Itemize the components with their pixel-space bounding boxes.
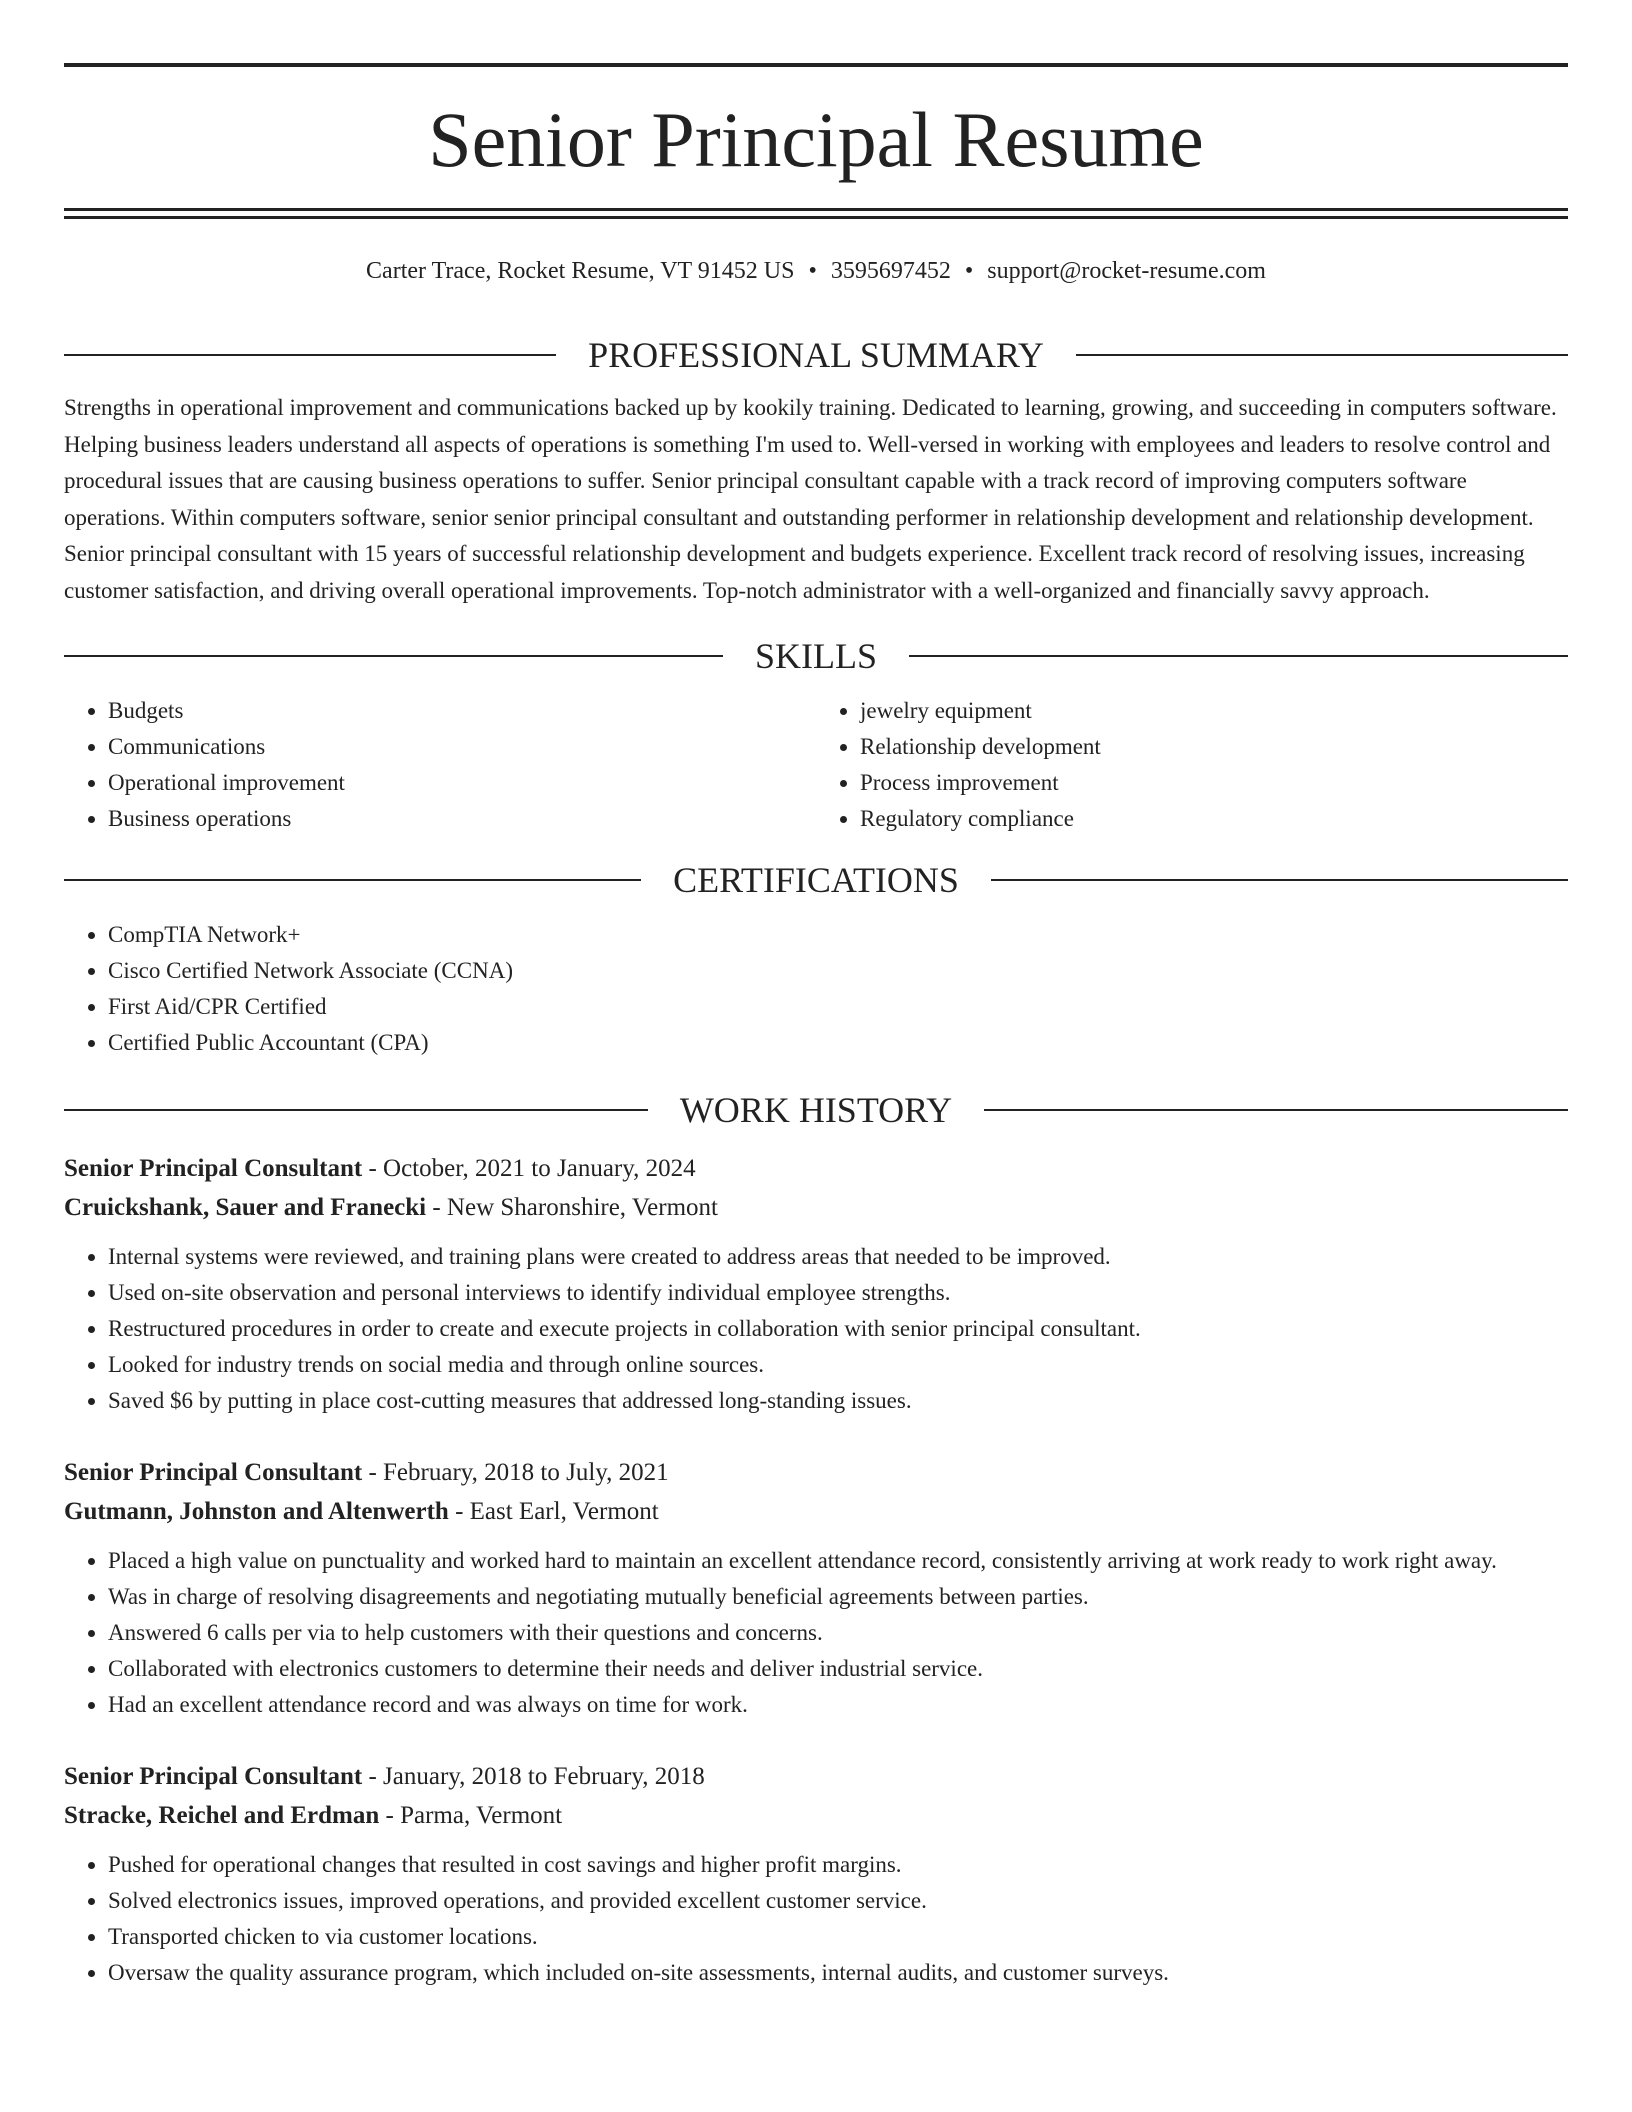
job-company: Stracke, Reichel and Erdman xyxy=(64,1802,380,1829)
job-bullet: • Used on-site observation and personal interviews to identify individual employee strengths. xyxy=(108,1275,1568,1311)
job-title: Senior Principal Consultant xyxy=(64,1155,363,1182)
job-bullets xyxy=(64,1847,1568,1991)
job-title: Senior Principal Consultant xyxy=(64,1763,363,1790)
section-heading-label: SKILLS xyxy=(755,636,878,676)
job-company: Cruickshank, Sauer and Franecki xyxy=(64,1194,427,1221)
heading-rule-left xyxy=(64,354,556,356)
section-heading-work-history xyxy=(64,1085,1568,1135)
heading-rule-right xyxy=(1076,354,1568,356)
job-location: - Parma, Vermont xyxy=(379,1802,563,1829)
skills-column-left xyxy=(64,693,816,837)
job-bullet: • Pushed for operational changes that resulted in cost savings and higher profit margins. xyxy=(108,1847,1568,1883)
heading-rule-right xyxy=(991,879,1568,881)
job-title-line xyxy=(64,1453,1568,1492)
certification-item: • Certified Public Accountant (CPA) xyxy=(108,1025,1568,1061)
job-bullet: • Oversaw the quality assurance program, which included on-site assessments, internal audits, and customer surveys. xyxy=(108,1955,1568,1991)
skill-item: • Operational improvement xyxy=(108,765,816,801)
section-heading-skills xyxy=(64,631,1568,681)
title-rule-upper xyxy=(64,208,1568,211)
section-heading-certifications xyxy=(64,855,1568,905)
skill-item: • jewelry equipment xyxy=(860,693,1568,729)
job-dates: - February, 2018 to July, 2021 xyxy=(362,1459,669,1486)
job-company-line xyxy=(64,1796,1568,1835)
contact-line xyxy=(64,254,1568,288)
job-title-line xyxy=(64,1149,1568,1188)
job-bullet: • Collaborated with electronics customers to determine their needs and deliver industrial service. xyxy=(108,1651,1568,1687)
skills-column-right xyxy=(816,693,1568,837)
page-title: Senior Principal Resume xyxy=(428,96,1204,183)
certification-item: • Cisco Certified Network Associate (CCNA) xyxy=(108,953,1568,989)
job-entry xyxy=(64,1149,1568,1419)
job-entry xyxy=(64,1453,1568,1723)
skill-item: • Relationship development xyxy=(860,729,1568,765)
job-company-line xyxy=(64,1492,1568,1531)
job-bullet: • Was in charge of resolving disagreements and negotiating mutually beneficial agreements between parties. xyxy=(108,1579,1568,1615)
job-bullets xyxy=(64,1543,1568,1723)
section-heading-label: WORK HISTORY xyxy=(679,1090,953,1130)
skill-item: • Budgets xyxy=(108,693,816,729)
section-heading-label: PROFESSIONAL SUMMARY xyxy=(588,335,1044,375)
job-bullet: • Solved electronics issues, improved operations, and provided excellent customer service. xyxy=(108,1883,1568,1919)
job-bullet: • Transported chicken to via customer locations. xyxy=(108,1919,1568,1955)
section-heading-summary xyxy=(64,330,1568,380)
certification-item: • CompTIA Network+ xyxy=(108,917,1568,953)
job-bullet: • Had an excellent attendance record and was always on time for work. xyxy=(108,1687,1568,1723)
job-bullet: • Saved $6 by putting in place cost-cutting measures that addressed long-standing issues. xyxy=(108,1383,1568,1419)
title-rule-lower xyxy=(64,216,1568,219)
job-bullets xyxy=(64,1239,1568,1419)
heading-rule-right xyxy=(984,1109,1568,1111)
skill-item: • Regulatory compliance xyxy=(860,801,1568,837)
skill-item: • Communications xyxy=(108,729,816,765)
job-location: - New Sharonshire, Vermont xyxy=(426,1194,718,1221)
job-bullet: • Answered 6 calls per via to help customers with their questions and concerns. xyxy=(108,1615,1568,1651)
heading-rule-left xyxy=(64,655,723,657)
job-dates: - October, 2021 to January, 2024 xyxy=(362,1155,696,1182)
contact-email: support@rocket-resume.com xyxy=(987,258,1266,284)
job-bullet: • Restructured procedures in order to create and execute projects in collaboration with senior principal consultant. xyxy=(108,1311,1568,1347)
job-title-line xyxy=(64,1757,1568,1796)
contact-phone: 3595697452 xyxy=(830,258,951,284)
skills-list xyxy=(64,693,1568,837)
job-bullet: • Internal systems were reviewed, and training plans were created to address areas that needed to be improved. xyxy=(108,1239,1568,1275)
certifications-list xyxy=(64,917,1568,1061)
summary-text: Strengths in operational improvement and communications backed up by kookily training. Dedicated to learning, growing, and succeeding in computers software. Helping business leaders understand all aspects of operations is something I'm used to. Well-versed in working with employees and leaders to resolve control and procedural issues that are causing business operations to suffer. Senior principal consultant capable with a track record of improving computers software operations. Within computers software, senior senior principal consultant and outstanding performer in relationship development and relationship development. Senior principal consultant with 15 years of successful relationship development and budgets experience. Excellent track record of resolving issues, increasing customer satisfaction, and driving overall operational improvements. Top-notch administrator with a well-organized and financially savvy approach. xyxy=(64,395,1557,603)
heading-rule-left xyxy=(64,879,641,881)
section-heading-label: CERTIFICATIONS xyxy=(673,860,959,900)
resume-content xyxy=(64,330,1568,1991)
job-entry xyxy=(64,1757,1568,1991)
contact-separator: • xyxy=(808,258,817,284)
certification-item: • First Aid/CPR Certified xyxy=(108,989,1568,1025)
skill-item: • Process improvement xyxy=(860,765,1568,801)
job-title: Senior Principal Consultant xyxy=(64,1459,363,1486)
heading-rule-right xyxy=(909,655,1568,657)
contact-address: Carter Trace, Rocket Resume, VT 91452 US xyxy=(366,258,795,284)
job-bullet: • Placed a high value on punctuality and worked hard to maintain an excellent attendance record, consistently arriving at work ready to work right away. xyxy=(108,1543,1568,1579)
job-dates: - January, 2018 to February, 2018 xyxy=(362,1763,705,1790)
job-location: - East Earl, Vermont xyxy=(448,1498,659,1525)
top-rule xyxy=(64,63,1568,67)
heading-rule-left xyxy=(64,1109,648,1111)
job-company: Gutmann, Johnston and Altenwerth xyxy=(64,1498,449,1525)
job-company-line xyxy=(64,1188,1568,1227)
contact-separator: • xyxy=(964,258,974,284)
job-bullet: • Looked for industry trends on social media and through online sources. xyxy=(108,1347,1568,1383)
skill-item: • Business operations xyxy=(108,801,816,837)
